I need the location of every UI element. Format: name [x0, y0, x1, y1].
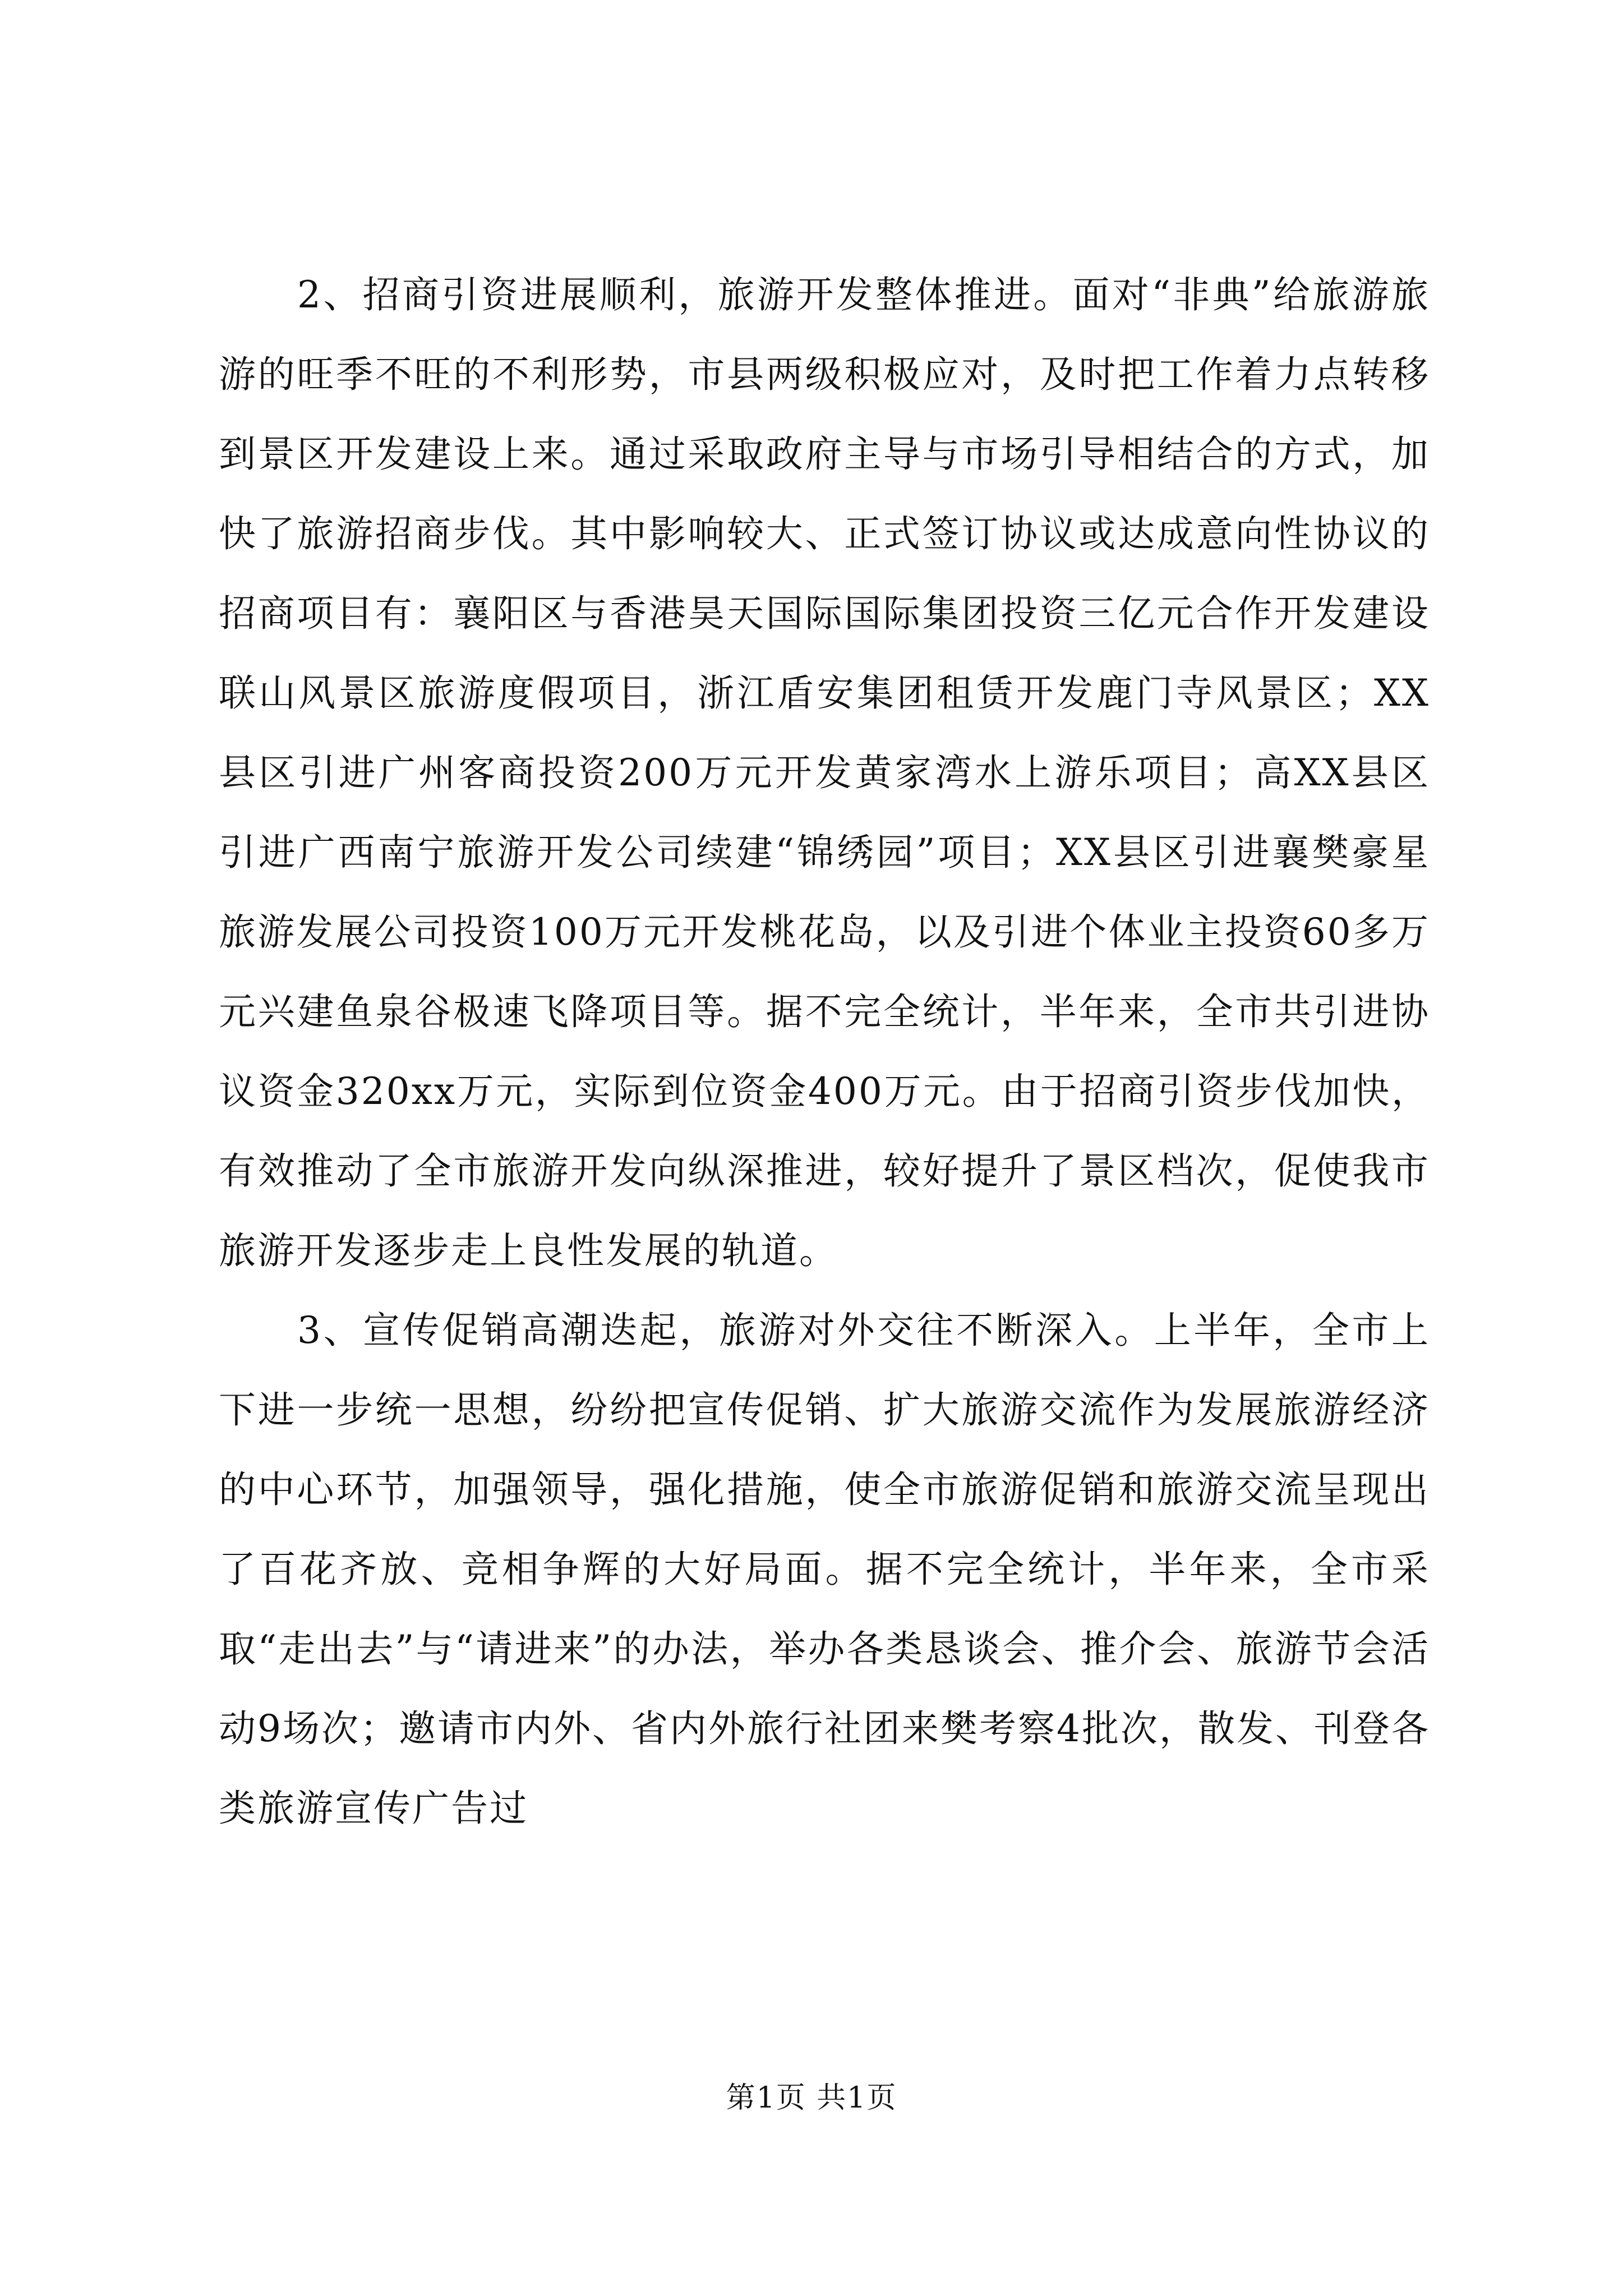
paragraph-investment: 2、招商引资进展顺利，旅游开发整体推进。面对“非典”给旅游旅游的旺季不旺的不利形势，市县两级积极应对，及时把工作着力点转移到景区开发建设上来。通过采取政府主导与市场引导相结合的方式，加快了旅游招商步伐。其中影响较大、正式签订协议或达成意向性协议的招商项目有：襄阳区与香港昊天国际国际集团投资三亿元合作开发建设联山风景区旅游度假项目，浙江盾安集团租赁开发鹿门寺风景区；XX县区引进广州客商投资200万元开发黄家湾水上游乐项目；高XX县区引进广西南宁旅游开发公司续建“锦绣园”项目；XX县区引进襄樊豪星旅游发展公司投资100万元开发桃花岛，以及引进个体业主投资60多万元兴建鱼泉谷极速飞降项目等。据不完全统计，半年来，全市共引进协议资金320xx万元，实际到位资金400万元。由于招商引资步伐加快，有效推动了全市旅游开发向纵深推进，较好提升了景区档次，促使我市旅游开发逐步走上良性发展的轨道。 [219, 273, 1430, 1272]
page-footer: 第1页 共1页 [726, 2081, 897, 2115]
document-body [219, 255, 1430, 1848]
paragraph-promotion: 3、宣传促销高潮迭起，旅游对外交往不断深入。上半年，全市上下进一步统一思想，纷纷把宣传促销、扩大旅游交流作为发展旅游经济的中心环节，加强领导，强化措施，使全市旅游促销和旅游交流呈现出了百花齐放、竞相争辉的大好局面。据不完全统计，半年来，全市采取“走出去”与“请进来”的办法，举办各类恳谈会、推介会、旅游节会活动9场次；邀请市内外、省内外旅行社团来樊考察4批次，散发、刊登各类旅游宣传广告过 [219, 1309, 1430, 1830]
